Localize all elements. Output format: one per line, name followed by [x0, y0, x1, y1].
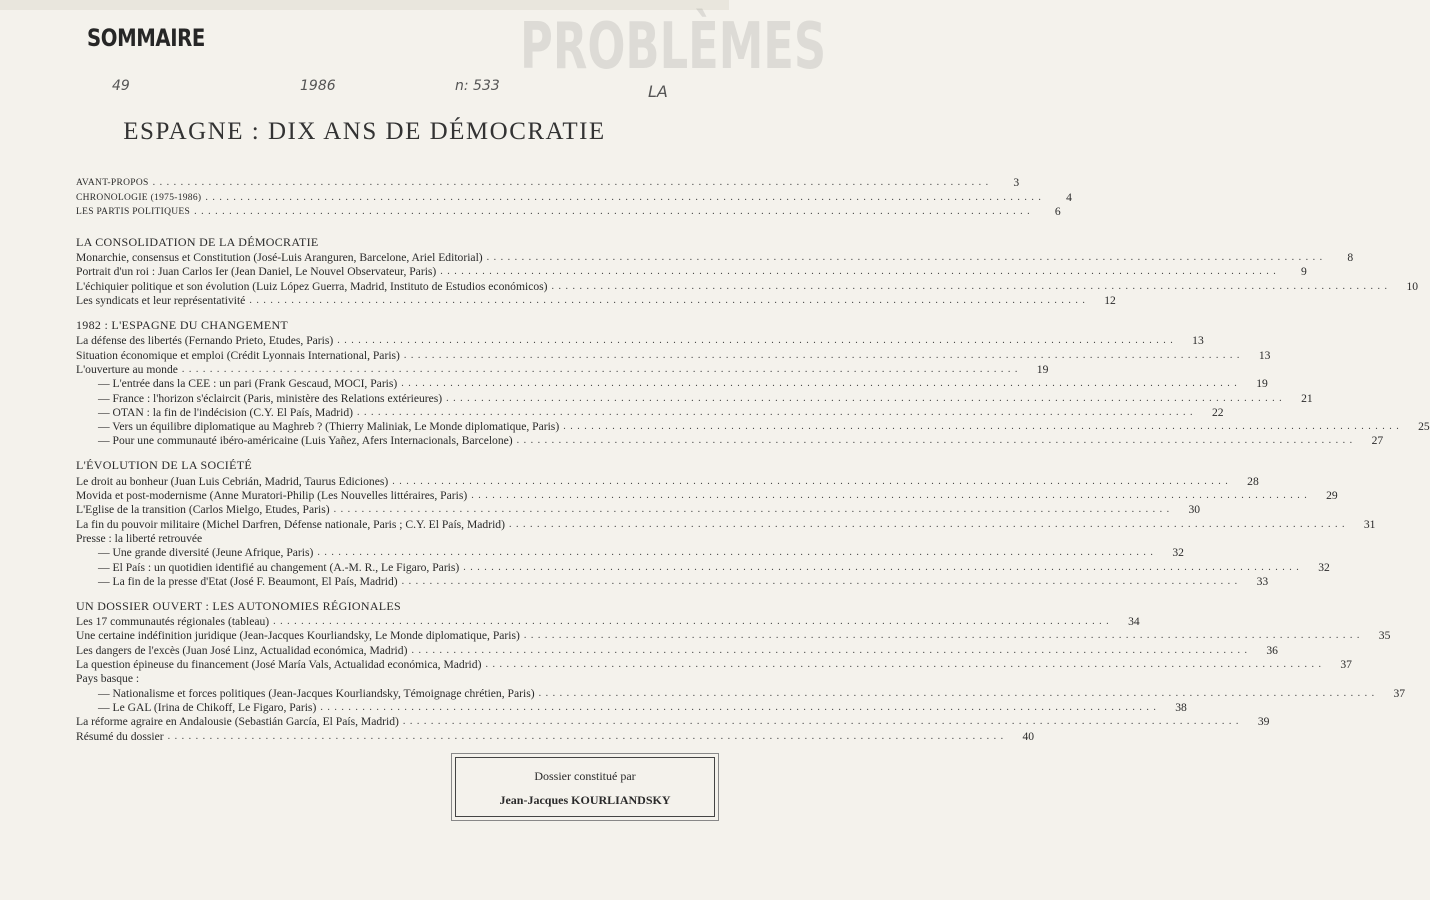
toc-row	[76, 672, 694, 686]
toc-page-number: 9	[1301, 265, 1307, 279]
leader-dots: . . . . . . . . . . . . . . . . . . . . . . . . . . . . . . . . . . . . . . . . . . . . . . . . . . . . . . . . . . . . . . . . . . . . . . . . . . . . . . . . . . . . . . . . . . . . . . . . . . . . . . . . . . . . . . . . . . . . . . . .	[181, 363, 1019, 375]
toc-page-number: 40	[1022, 729, 1035, 743]
toc-page-number: 37	[1340, 658, 1352, 672]
toc-entry-title: La défense des libertés (Fernando Prieto, Etudes, Paris)	[76, 334, 334, 348]
toc-row	[76, 643, 1278, 657]
toc-entry-title: Presse : la liberté retrouvée	[76, 531, 203, 545]
toc-page-number: 8	[1347, 251, 1354, 265]
page-title: ESPAGNE : DIX ANS DE DÉMOCRATIE	[123, 118, 606, 145]
toc-entry-title: Les dangers de l'excès (Juan José Linz, Actualidad económica, Madrid)	[76, 643, 408, 657]
toc-sub-row	[76, 405, 1224, 420]
toc-page-number: 29	[1326, 489, 1338, 503]
leader-dots: . . . . . . . . . . . . . . . . . . . . . . . . . . . . . . . . . . . . . . . . . . . . . . . . . . . . . . . . . . . . . . . . . . . . . . . . . . . . . . . . . . . . . . . . . . . . . . . . . . . . . . . . . . . . . . . . . . . . . . . .	[440, 266, 1277, 278]
toc-sub-row	[76, 434, 1384, 448]
toc-intro-row	[76, 190, 1072, 204]
toc-row	[76, 503, 1201, 517]
toc-entry-title: LES PARTIS POLITIQUES	[76, 206, 191, 217]
toc-entry-title: L'ouverture au monde	[76, 362, 178, 376]
leader-dots: . . . . . . . . . . . . . . . . . . . . . . . . . . . . . . . . . . . . . . . . . . . . . . . . . . . . . . . . . . . . . . . . . . . . . . . . . . . . . . . . . . . . . . . . . . . . . . . . . . . . . . . . . . . . . . . . . . . . . . . .	[401, 378, 1238, 390]
top-edge	[0, 0, 729, 10]
handwritten-initials: LA	[648, 82, 668, 101]
toc-page-number: 25	[1418, 420, 1430, 434]
leader-dots: . . . . . . . . . . . . . . . . . . . . . . . . . . . . . . . . . . . . . . . . . . . . . . . . . . . . . . . . . . . . . . . . . . . . . . . . . . . . . . . . . . . . . . . . . . . . . . . . . . . . . . . . . . . . . . . . . . . . . . . .	[446, 392, 1283, 404]
handwritten-year: 1986	[300, 78, 336, 94]
section-heading: LA CONSOLIDATION DE LA DÉMOCRATIE	[76, 234, 319, 249]
credit-line: Dossier constitué par	[534, 769, 636, 783]
toc-entry-title: — Nationalisme et forces politiques (Jean-Jacques Kourliandsky, Témoignage chrétien, Paris)	[76, 687, 535, 701]
leader-dots: . . . . . . . . . . . . . . . . . . . . . . . . . . . . . . . . . . . . . . . . . . . . . . . . . . . . . . . . . . . . . . . . . . . . . . . . . . . . . . . . . . . . . . . . . . . . . . . . . . . . . . . . . . . . . . . . . . . . . . . .	[167, 730, 1005, 742]
toc-sub-row	[76, 686, 1406, 700]
toc-entry-title: AVANT-PROPOS	[76, 178, 149, 189]
toc-page-number: 19	[1256, 377, 1268, 391]
toc-entry-title: La fin du pouvoir militaire (Michel Darfren, Défense nationale, Paris ; C.Y. El País, Madrid)	[76, 517, 505, 531]
leader-dots: . . . . . . . . . . . . . . . . . . . . . . . . . . . . . . . . . . . . . . . . . . . . . . . . . . . . . . . . . . . . . . . . . . . . . . . . . . . . . . . . . . . . . . . . . . . . . . . . . . . . . . . . . . . . . . . . . . . . . . . .	[401, 575, 1239, 587]
toc-page-number: 35	[1378, 629, 1391, 643]
bleed-through-text: PROBLÈMES	[520, 10, 827, 84]
toc-sub-row	[76, 391, 1313, 405]
toc-entry-title: Pays basque :	[76, 672, 140, 686]
toc-row	[76, 334, 1204, 348]
toc-entry-title: — Vers un équilibre diplomatique au Maghreb ? (Thierry Maliniak, Le Monde diplomatique, Paris)	[76, 420, 559, 434]
toc-sub-row	[76, 574, 1269, 589]
toc-page-number: 32	[1172, 546, 1184, 560]
toc-page-number: 32	[1318, 560, 1330, 574]
toc-entry-title: Situation économique et emploi (Crédit Lyonnais International, Paris)	[76, 348, 400, 362]
toc-page-number: 34	[1128, 615, 1140, 629]
leader-dots: . . . . . . . . . . . . . . . . . . . . . . . . . . . . . . . . . . . . . . . . . . . . . . . . . . . . . . . . . . . . . . . . . . . . . . . . . . . . . . . . . . . . . . . . . . . . . . . . . . . . . . . . . . . . . . . . . . . . . . . .	[320, 701, 1157, 713]
toc-row	[76, 474, 1259, 488]
sommaire-heading: SOMMAIRE	[87, 24, 205, 52]
toc-row	[76, 362, 1049, 377]
toc-page-number: 13	[1258, 348, 1271, 362]
leader-dots: . . . . . . . . . . . . . . . . . . . . . . . . . . . . . . . . . . . . . . . . . . . . . . . . . . . . . . . . . . . . . . . . . . . . . . . . . . . . . . . . . . . . . . . . . . . . . . . . . . . . . . . . . . . . . . . . . . . . . . . .	[357, 406, 1194, 418]
toc-entry-title: — La fin de la presse d'Etat (José F. Beaumont, El País, Madrid)	[76, 575, 398, 589]
toc-row	[76, 348, 1271, 362]
toc-page-number: 13	[1192, 334, 1204, 348]
toc-sub-row	[76, 546, 1184, 560]
toc-entry-title: L'échiquier politique et son évolution (Luiz López Guerra, Madrid, Instituto de Estudios económicos)	[76, 279, 548, 293]
toc-entry-title: CHRONOLOGIE (1975-1986)	[76, 192, 202, 203]
toc-row	[76, 532, 694, 546]
toc-row	[76, 517, 1376, 531]
leader-dots: . . . . . . . . . . . . . . . . . . . . . . . . . . . . . . . . . . . . . . . . . . . . . . . . . . . . . . . . . . . . . . . . . . . . . . . . . . . . . . . . . . . . . . . . . . . . . . . . . . . . . . . . . . . . . . . . . . . . . . . .	[551, 280, 1389, 292]
leader-dots: . . . . . . . . . . . . . . . . . . . . . . . . . . . . . . . . . . . . . . . . . . . . . . . . . . . . . . . . . . . . . . . . . . . . . . . . . . . . . . . . . . . . . . . . . . . . . . . . . . . . . . . . . . . . . . . . . . . . . . . .	[337, 335, 1174, 347]
toc-page-number: 10	[1406, 279, 1419, 293]
toc-row	[76, 279, 1419, 293]
toc-page-number: 33	[1256, 574, 1269, 588]
toc-page-number: 36	[1266, 643, 1278, 657]
handwritten-note-1: 49	[112, 78, 130, 94]
leader-dots: . . . . . . . . . . . . . . . . . . . . . . . . . . . . . . . . . . . . . . . . . . . . . . . . . . . . . . . . . . . . . . . . . . . . . . . . . . . . . . . . . . . . . . . . . . . . . . . . . . . . . . . . . . . . . . . . . . . . . . . .	[463, 561, 1300, 573]
toc-row	[76, 729, 1035, 743]
leader-dots: . . . . . . . . . . . . . . . . . . . . . . . . . . . . . . . . . . . . . . . . . . . . . . . . . . . . . . . . . . . . . . . . . . . . . . . . . . . . . . . . . . . . . . . . . . . . . . . . . . . . . . . . . . . . . . . . . . . . . . . .	[471, 490, 1308, 502]
toc-page-number: 30	[1188, 503, 1201, 517]
leader-dots: . . . . . . . . . . . . . . . . . . . . . . . . . . . . . . . . . . . . . . . . . . . . . . . . . . . . . . . . . . . . . . . . . . . . . . . . . . . . . . . . . . . . . . . . . . . . . . . . . . . . . . . . . . . . . . . . . . . . . . . .	[333, 504, 1171, 516]
toc-entry-title: Movida et post-modernisme (Anne Muratori-Philip (Les Nouvelles littéraires, Paris)	[76, 489, 468, 503]
toc-sub-row	[76, 420, 1430, 434]
table-of-contents	[76, 176, 1430, 744]
toc-page-number: 19	[1036, 362, 1049, 376]
toc-entry-title: L'Eglise de la transition (Carlos Mielgo, Etudes, Paris)	[76, 503, 330, 517]
leader-dots: . . . . . . . . . . . . . . . . . . . . . . . . . . . . . . . . . . . . . . . . . . . . . . . . . . . . . . . . . . . . . . . . . . . . . . . . . . . . . . . . . . . . . . . . . . . . . . . . . . . . . . . . . . . . . . . . . . . . . . . .	[392, 475, 1229, 487]
toc-row	[76, 489, 1338, 503]
toc-page-number: 4	[1066, 190, 1072, 204]
toc-row	[76, 251, 1354, 265]
toc-entry-title: Les syndicats et leur représentativité	[76, 294, 246, 308]
toc-entry-title: — France : l'horizon s'éclaircit (Paris, ministère des Relations extérieures)	[76, 392, 442, 406]
leader-dots: . . . . . . . . . . . . . . . . . . . . . . . . . . . . . . . . . . . . . . . . . . . . . . . . . . . . . . . . . . . . . . . . . . . . . . . . . . . . . . . . . . . . . . . . . . . . . . . . . . . . . . . . . . . . . . . . . . . . . . . .	[411, 644, 1248, 656]
section-heading: 1982 : L'ESPAGNE DU CHANGEMENT	[76, 318, 289, 333]
toc-page-number: 3	[1013, 176, 1020, 190]
leader-dots: . . . . . . . . . . . . . . . . . . . . . . . . . . . . . . . . . . . . . . . . . . . . . . . . . . . . . . . . . . . . . . . . . . . . . . . . . . . . . . . . . . . . . . . . . . . . . . . . . . . . . . . . . . . . . . . . . . . . . . . .	[249, 295, 1086, 307]
toc-sub-row	[76, 560, 1330, 574]
leader-dots: . . . . . . . . . . . . . . . . . . . . . . . . . . . . . . . . . . . . . . . . . . . . . . . . . . . . . . . . . . . . . . . . . . . . . . . . . . . . . . . . . . . . . . . . . . . . . . . . . . . . . . . . . . . . . . . . . . . . . . . .	[516, 435, 1354, 447]
leader-dots: . . . . . . . . . . . . . . . . . . . . . . . . . . . . . . . . . . . . . . . . . . . . . . . . . . . . . . . . . . . . . . . . . . . . . . . . . . . . . . . . . . . . . . . . . . . . . . . . . . . . . . . . . . . . . . . . . . . . . . . .	[402, 716, 1240, 728]
toc-entry-title: — El País : un quotidien identifié au changement (A.-M. R., Le Figaro, Paris)	[76, 561, 459, 575]
toc-entry-title: — Pour une communauté ibéro-américaine (Luis Yañez, Afers Internacionals, Barcelone)	[76, 434, 513, 448]
toc-entry-title: Les 17 communautés régionales (tableau)	[76, 615, 270, 629]
handwritten-issue: n: 533	[455, 78, 500, 94]
toc-sub-row	[76, 700, 1187, 715]
leader-dots: . . . . . . . . . . . . . . . . . . . . . . . . . . . . . . . . . . . . . . . . . . . . . . . . . . . . . . . . . . . . . . . . . . . . . . . . . . . . . . . . . . . . . . . . . . . . . . . . . . . . . . . . . . . . . . . . . . . . . . . .	[194, 205, 1031, 217]
leader-dots: . . . . . . . . . . . . . . . . . . . . . . . . . . . . . . . . . . . . . . . . . . . . . . . . . . . . . . . . . . . . . . . . . . . . . . . . . . . . . . . . . . . . . . . . . . . . . . . . . . . . . . . . . . . . . . . . . . . . . . . .	[403, 349, 1241, 361]
leader-dots: . . . . . . . . . . . . . . . . . . . . . . . . . . . . . . . . . . . . . . . . . . . . . . . . . . . . . . . . . . . . . . . . . . . . . . . . . . . . . . . . . . . . . . . . . . . . . . . . . . . . . . . . . . . . . . . . . . . . . . . .	[317, 547, 1154, 559]
toc-page-number: 39	[1257, 715, 1270, 729]
credit-author: Jean-Jacques KOURLIANDSKY	[499, 793, 671, 807]
leader-dots: . . . . . . . . . . . . . . . . . . . . . . . . . . . . . . . . . . . . . . . . . . . . . . . . . . . . . . . . . . . . . . . . . . . . . . . . . . . . . . . . . . . . . . . . . . . . . . . . . . . . . . . . . . . . . . . . . . . . . . . .	[508, 518, 1346, 530]
toc-row	[76, 265, 1307, 279]
leader-dots: . . . . . . . . . . . . . . . . . . . . . . . . . . . . . . . . . . . . . . . . . . . . . . . . . . . . . . . . . . . . . . . . . . . . . . . . . . . . . . . . . . . . . . . . . . . . . . . . . . . . . . . . . . . . . . . . . . . . . . . .	[152, 177, 990, 189]
leader-dots: . . . . . . . . . . . . . . . . . . . . . . . . . . . . . . . . . . . . . . . . . . . . . . . . . . . . . . . . . . . . . . . . . . . . . . . . . . . . . . . . . . . . . . . . . . . . . . . . . . . . . . . . . . . . . . . . . . . . . . . .	[538, 687, 1376, 699]
toc-page-number: 21	[1301, 391, 1313, 405]
toc-sub-row	[76, 377, 1268, 391]
leader-dots: . . . . . . . . . . . . . . . . . . . . . . . . . . . . . . . . . . . . . . . . . . . . . . . . . . . . . . . . . . . . . . . . . . . . . . . . . . . . . . . . . . . . . . . . . . . . . . . . . . . . . . . . . . . . . . . . . . . . . . . .	[205, 191, 1042, 203]
toc-page-number: 12	[1104, 294, 1116, 308]
credit-box	[455, 757, 715, 817]
leader-dots: . . . . . . . . . . . . . . . . . . . . . . . . . . . . . . . . . . . . . . . . . . . . . . . . . . . . . . . . . . . . . . . . . . . . . . . . . . . . . . . . . . . . . . . . . . . . . . . . . . . . . . . . . . . . . . . . . . . . . . . .	[523, 630, 1361, 642]
section-heading: UN DOSSIER OUVERT : LES AUTONOMIES RÉGIONALES	[76, 598, 402, 613]
section-heading: L'ÉVOLUTION DE LA SOCIÉTÉ	[76, 458, 252, 473]
toc-row	[76, 629, 1391, 643]
leader-dots: . . . . . . . . . . . . . . . . . . . . . . . . . . . . . . . . . . . . . . . . . . . . . . . . . . . . . . . . . . . . . . . . . . . . . . . . . . . . . . . . . . . . . . . . . . . . . . . . . . . . . . . . . . . . . . . . . . . . . . . .	[486, 252, 1324, 264]
toc-row	[76, 615, 1140, 629]
toc-entry-title: Le droit au bonheur (Juan Luis Cebrián, Madrid, Taurus Ediciones)	[76, 474, 389, 488]
toc-page-number: 27	[1371, 434, 1384, 448]
toc-page-number: 31	[1363, 517, 1376, 531]
toc-page-number: 38	[1175, 700, 1187, 714]
toc-entry-title: — OTAN : la fin de l'indécision (C.Y. El País, Madrid)	[76, 406, 353, 420]
toc-entry-title: — Le GAL (Irina de Chikoff, Le Figaro, Paris)	[76, 701, 316, 715]
toc-entry-title: Portrait d'un roi : Juan Carlos Ier (Jean Daniel, Le Nouvel Observateur, Paris)	[76, 265, 437, 279]
toc-row	[76, 658, 1352, 672]
leader-dots: . . . . . . . . . . . . . . . . . . . . . . . . . . . . . . . . . . . . . . . . . . . . . . . . . . . . . . . . . . . . . . . . . . . . . . . . . . . . . . . . . . . . . . . . . . . . . . . . . . . . . . . . . . . . . . . . . . . . . . . .	[485, 659, 1322, 671]
toc-row	[76, 715, 1270, 729]
toc-row	[76, 294, 1116, 308]
toc-entry-title: — Une grande diversité (Jeune Afrique, Paris)	[76, 546, 313, 560]
toc-page-number: 6	[1054, 204, 1061, 218]
toc-entry-title: Monarchie, consensus et Constitution (José-Luis Aranguren, Barcelone, Ariel Editorial)	[76, 251, 483, 265]
leader-dots: . . . . . . . . . . . . . . . . . . . . . . . . . . . . . . . . . . . . . . . . . . . . . . . . . . . . . . . . . . . . . . . . . . . . . . . . . . . . . . . . . . . . . . . . . . . . . . . . . . . . . . . . . . . . . . . . . . . . . . . .	[563, 421, 1400, 433]
toc-page-number: 22	[1211, 405, 1224, 419]
toc-page-number: 37	[1393, 686, 1406, 700]
toc-entry-title: Une certaine indéfinition juridique (Jean-Jacques Kourliandsky, Le Monde diplomatique, Paris)	[76, 629, 520, 643]
leader-dots: . . . . . . . . . . . . . . . . . . . . . . . . . . . . . . . . . . . . . . . . . . . . . . . . . . . . . . . . . . . . . . . . . . . . . . . . . . . . . . . . . . . . . . . . . . . . . . . . . . . . . . . . . . . . . . . . . . . . . . . .	[273, 616, 1110, 628]
toc-entry-title: La réforme agraire en Andalousie (Sebastián García, El País, Madrid)	[76, 715, 399, 729]
toc-entry-title: — L'entrée dans la CEE : un pari (Frank Gescaud, MOCI, Paris)	[76, 377, 397, 391]
toc-intro-row	[76, 176, 1020, 190]
toc-intro-row	[76, 204, 1061, 219]
toc-page-number: 28	[1247, 474, 1259, 488]
toc-entry-title: Résumé du dossier	[76, 729, 164, 743]
toc-entry-title: La question épineuse du financement (José María Vals, Actualidad económica, Madrid)	[76, 658, 482, 672]
